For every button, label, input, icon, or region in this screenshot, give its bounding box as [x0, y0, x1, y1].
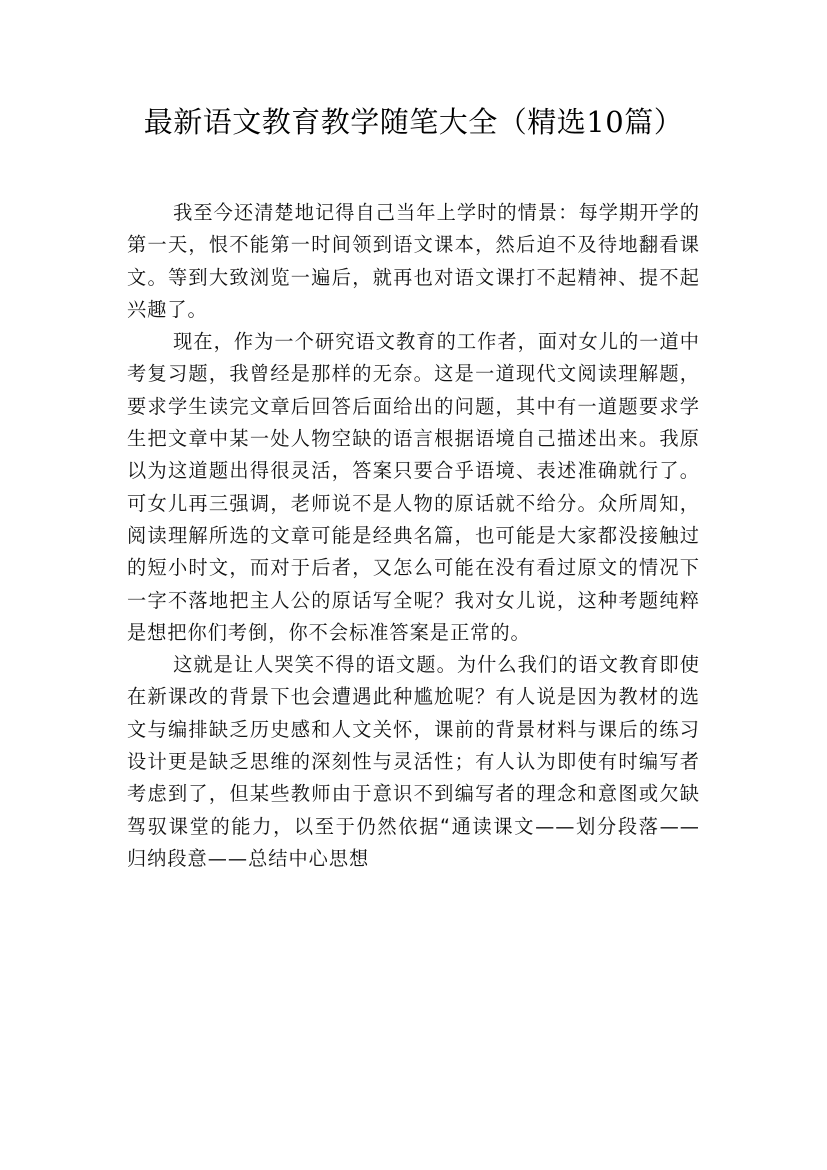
paragraph-3: 这就是让人哭笑不得的语文题。为什么我们的语文教育即使在新课改的背景下也会遭遇此种尴尬呢？有人说是因为教材的选文与编排缺乏历史感和人文关怀，课前的背景材料与课后的练习设计更是缺乏思维的深刻性与灵活性；有人认为即使有时编写者考虑到了，但某些教师由于意识不到编写者的理念和意图或欠缺驾驭课堂的能力，以至于仍然依据“通读课文——划分段落——归纳段意——总结中心思想 [127, 653, 700, 870]
paragraph-1: 我至今还清楚地记得自己当年上学时的情景：每学期开学的第一天，恨不能第一时间领到语文课本，然后迫不及待地翻看课文。等到大致浏览一遍后，就再也对语文课打不起精神、提不起兴趣了。 [127, 201, 700, 321]
document-body [127, 197, 700, 875]
paragraph-2: 现在，作为一个研究语文教育的工作者，面对女儿的一道中考复习题，我曾经是那样的无奈。这是一道现代文阅读理解题，要求学生读完文章后回答后面给出的问题，其中有一道题要求学生把文章中某一处人物空缺的语言根据语境自己描述出来。我原以为这道题出得很灵活，答案只要合乎语境、表述准确就行了。可女儿再三强调，老师说不是人物的原话就不给分。众所周知，阅读理解所选的文章可能是经典名篇，也可能是大家都没接触过的短小时文，而对于后者，又怎么可能在没有看过原文的情况下一字不落地把主人公的原话写全呢？我对女儿说，这种考题纯粹是想把你们考倒，你不会标准答案是正常的。 [127, 330, 700, 644]
document-title: 最新语文教育教学随笔大全（精选10篇） [143, 105, 684, 139]
